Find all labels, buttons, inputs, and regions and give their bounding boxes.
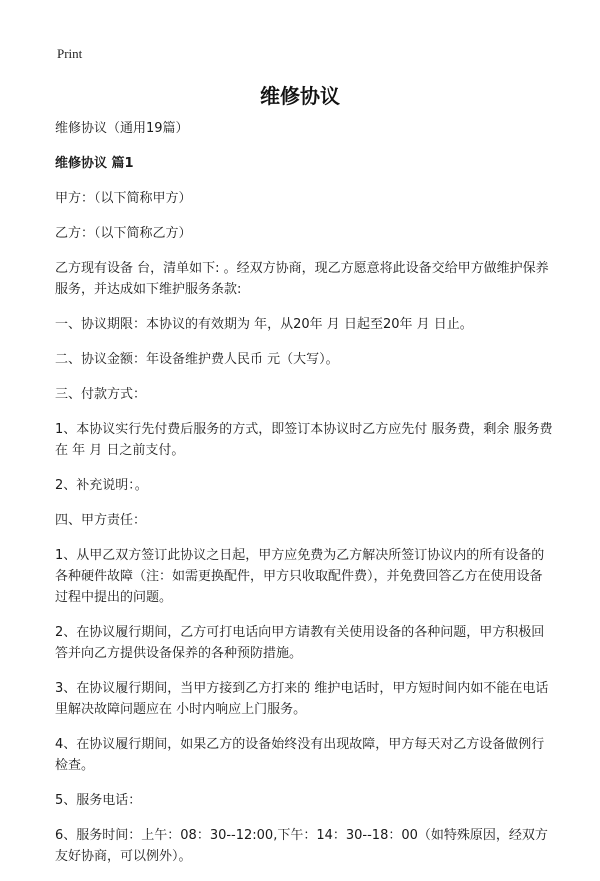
paragraph: 4、在协议履行期间，如果乙方的设备始终没有出现故障，甲方每天对乙方设备做例行检查。 [55,737,545,773]
paragraph: 1、本协议实行先付费后服务的方式，即签订本协议时乙方应先付 服务费，剩余 服务费在 年 月 日之前支付。 [55,422,553,458]
print-label: Print [57,46,83,61]
paragraph: 2、补充说明：。 [55,478,148,493]
paragraph: 乙方：（以下简称乙方） [55,226,192,241]
paragraph: 二、协议金额：年设备维护费人民币 元（大写）。 [55,352,339,367]
document-subtitle: 维修协议（通用19篇） [55,121,189,136]
paragraph: 甲方：（以下简称甲方） [55,191,192,206]
paragraph: 乙方现有设备 台，清单如下: 。经双方协商，现乙方愿意将此设备交给甲方做维护保养服务，并达成如下维护服务条款: [55,261,549,297]
section-heading: 维修协议 篇1 [55,156,134,171]
paragraph: 6、服务时间：上午：08：30--12:00,下午：14：30--18：00（如特殊原因，经双方友好协商，可以例外）。 [55,828,548,864]
paragraph: 5、服务电话： [55,793,142,808]
paragraph: 四、甲方责任： [55,513,147,528]
document-body [55,118,555,881]
paragraph: 2、在协议履行期间，乙方可打电话向甲方请教有关使用设备的各种问题，甲方积极回答并向乙方提供设备保养的各种预防措施。 [55,625,545,661]
paragraph: 三、付款方式： [55,387,147,402]
paragraph: 一、协议期限：本协议的有效期为 年，从20年 月 日起至20年 月 日止。 [55,317,473,332]
paragraph: 1、从甲乙双方签订此协议之日起，甲方应免费为乙方解决所签订协议内的所有设备的各种硬件故障（注：如需更换配件，甲方只收取配件费），并免费回答乙方在使用设备过程中提出的问题。 [55,548,545,605]
paragraph: 3、在协议履行期间，当甲方接到乙方打来的 维护电话时，甲方短时间内如不能在电话里解决故障问题应在 小时内响应上门服务。 [55,681,549,717]
document-title: 维修协议 [260,84,340,108]
